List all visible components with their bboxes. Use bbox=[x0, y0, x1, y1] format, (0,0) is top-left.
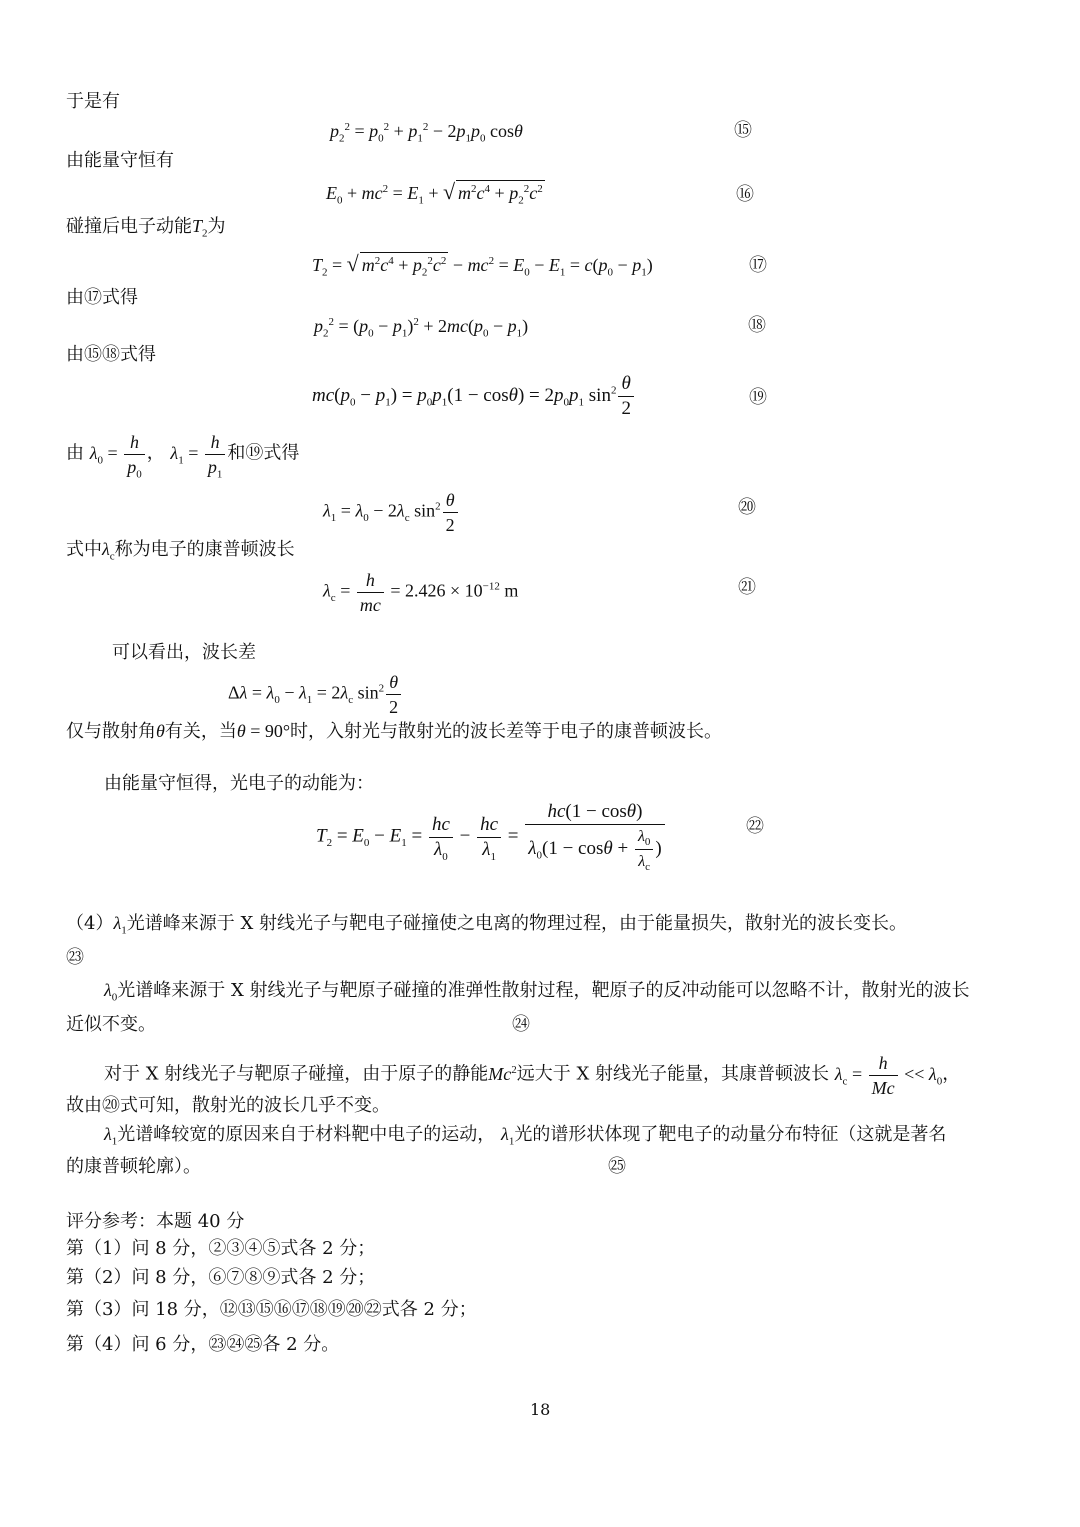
angle-value: 90° bbox=[264, 721, 291, 741]
scoring-item-1: 第（1）问 8 分，②③④⑤式各 2 分； bbox=[66, 1238, 376, 1259]
text-energy-conservation: 由能量守恒有 bbox=[66, 150, 174, 171]
equation-19: $mc(p_0 - p_1) = p_0p_1(1 - \cos\theta) = 2p_0p_1$ $\sin^2$ $\frac{\theta}{2}$ bbox=[312, 372, 636, 421]
equation-number-24: ㉔ bbox=[512, 1014, 530, 1035]
equation-number-23: ㉓ bbox=[66, 947, 84, 968]
text-angle-a: 仅与散射角 bbox=[66, 721, 156, 742]
equation-17: $T_2$ = √ $m^2c^4 + p_2^2c^2 - mc^2 = E_0 - E_1 = c(p_0 - p_1)$ bbox=[312, 251, 653, 279]
text-scattering-angle: 仅与散射角θ有关，当θ = 90°时，入射光与散射光的波长差等于电子的康普顿波长。 bbox=[66, 721, 723, 742]
text-photoelectron-energy: 由能量守恒得，光电子的动能为： bbox=[104, 773, 374, 794]
equation-number-21: ㉑ bbox=[738, 577, 756, 598]
compton-value: 2.426 bbox=[405, 580, 446, 601]
text-part5-line1: $\lambda_0$光谱峰来源于 X 射线光子与靶原子碰撞的准弹性散射过程，靶原子的反冲动能可以忽略不计，散射光的波长 bbox=[104, 980, 970, 1004]
text-yushiyou: 于是有 bbox=[66, 91, 120, 112]
scoring-item-3: 第（3）问 18 分，⑫⑬⑮⑯⑰⑱⑲⑳㉒式各 2 分； bbox=[66, 1299, 477, 1320]
equation-number-22: ㉒ bbox=[746, 816, 764, 837]
text-lambda-definitions: 由 $\lambda_0$ = $\frac{h}{p_0}$ ， $\lambda_1$ = $\frac{h}{p_1}$ 和⑲式得 bbox=[66, 432, 300, 481]
equation-number-17: ⑰ bbox=[749, 255, 767, 276]
equation-16: $E_0 + mc^2 = E_1$ + √ $m^2c^4 + p_2^2c^2$ bbox=[326, 179, 543, 207]
text-kinetic-energy-b: 为 bbox=[207, 216, 226, 237]
equation-delta-lambda: $\Delta\lambda = \lambda_0 - \lambda_1 = 2\lambda_c$ $\sin^2$ $\frac{\theta}{2}$ bbox=[228, 670, 403, 719]
equation-number-25: ㉕ bbox=[608, 1156, 626, 1177]
text-part7-a: 光谱峰较宽的原因来自于材料靶中电子的运动， bbox=[117, 1124, 496, 1145]
text-part7-line2: 的康普顿轮廓）。 bbox=[66, 1156, 201, 1177]
text-lambda-a: 由 bbox=[66, 442, 84, 464]
text-part6-line2: 故由⑳式可知，散射光的波长几乎不变。 bbox=[66, 1095, 390, 1116]
text-part4-label: （4） bbox=[66, 913, 114, 934]
scoring-title: 评分参考：本题 40 分 bbox=[66, 1211, 245, 1232]
text-lambda-b: ， bbox=[146, 442, 165, 464]
equation-number-15: ⑮ bbox=[734, 120, 752, 141]
text-part5-line2: 近似不变。 bbox=[66, 1014, 156, 1035]
equation-15: $p_2^2 = p_0^2 + p_1^2 - 2p_1p_0$ cosθ bbox=[330, 121, 523, 145]
scoring-item-2: 第（2）问 8 分，⑥⑦⑧⑨式各 2 分； bbox=[66, 1267, 376, 1288]
text-part6-c: ， bbox=[942, 1063, 961, 1085]
text-kinetic-energy: 碰撞后电子动能$T_2$为 bbox=[66, 216, 226, 240]
text-part5-body: 光谱峰来源于 X 射线光子与靶原子碰撞的准弹性散射过程，靶原子的反冲动能可以忽略不计，散射光的波长 bbox=[117, 980, 970, 1001]
equation-number-16: ⑯ bbox=[736, 184, 754, 205]
text-part6-a: 对于 X 射线光子与靶原子碰撞，由于原子的静能 bbox=[104, 1063, 489, 1085]
scoring-item-4: 第（4）问 6 分，㉓㉔㉕各 2 分。 bbox=[66, 1334, 340, 1355]
equation-number-19: ⑲ bbox=[749, 387, 767, 408]
text-compton-a: 式中 bbox=[66, 539, 102, 560]
equation-21: $\lambda_c$ = $\frac{h}{mc}$ = $2.426 \times 10^{-12}$ m bbox=[323, 570, 519, 615]
text-part7-line1: $\lambda_1$光谱峰较宽的原因来自于材料靶中电子的运动， $\lambda_1$光的谱形状体现了靶电子的动量分布特征（这就是著名 bbox=[104, 1124, 947, 1148]
text-from-17: 由⑰式得 bbox=[66, 287, 138, 308]
text-part4-line1: $(4)\lambda_1$光谱峰来源于 X 射线光子与靶电子碰撞使之电离的物理过程，由于能量损失，散射光的波长变长。 bbox=[66, 913, 908, 937]
equation-20: $\lambda_1 = \lambda_0 - 2\lambda_c$ $\sin^2$ $\frac{\theta}{2}$ bbox=[323, 488, 460, 537]
text-compton-b: 称为电子的康普顿波长 bbox=[114, 539, 295, 560]
equation-18: $p_2^2 = (p_0 - p_1)^2 + 2mc(p_0 - p_1)$ bbox=[314, 316, 529, 340]
text-compton-wavelength: 式中$\lambda_c$称为电子的康普顿波长 bbox=[66, 539, 295, 563]
text-from-15-18: 由⑮⑱式得 bbox=[66, 344, 156, 365]
text-part7-b: 光的谱形状体现了靶电子的动量分布特征（这就是著名 bbox=[514, 1124, 947, 1145]
compton-unit: m bbox=[504, 580, 519, 601]
text-part6-line1: 对于 X 射线光子与靶原子碰撞，由于原子的静能Mc$^2$远大于 X 射线光子能量，其康普顿波长 $\lambda_c$ = $\frac{h}{Mc}$ << $\lambda_0$， bbox=[104, 1053, 961, 1098]
text-wavelength-diff: 可以看出，波长差 bbox=[112, 642, 256, 663]
text-part6-b: 远大于 X 射线光子能量，其康普顿波长 bbox=[516, 1063, 830, 1085]
text-angle-c: 时，入射光与散射光的波长差等于电子的康普顿波长。 bbox=[290, 721, 723, 742]
equation-22: $T_2 = E_0 - E_1$ = $\frac{hc}{\lambda_0}$ − $\frac{hc}{\lambda_1}$ = hc(1 − cosθ) $\lambda_0(1 - \cos\theta$ + $\frac{\lambda_0}{\lambda_c}$ ) bbox=[316, 800, 667, 874]
text-angle-b: 有关，当 bbox=[164, 721, 237, 742]
compton-exponent: −12 bbox=[482, 580, 500, 593]
text-part4-body: 光谱峰来源于 X 射线光子与靶电子碰撞使之电离的物理过程，由于能量损失，散射光的波长变长。 bbox=[126, 913, 908, 934]
text-kinetic-energy-a: 碰撞后电子动能 bbox=[66, 216, 192, 237]
equation-number-20: ⑳ bbox=[738, 497, 756, 518]
equation-number-18: ⑱ bbox=[748, 315, 766, 336]
text-lambda-c: 和⑲式得 bbox=[227, 442, 300, 464]
page-number: 18 bbox=[530, 1400, 551, 1419]
